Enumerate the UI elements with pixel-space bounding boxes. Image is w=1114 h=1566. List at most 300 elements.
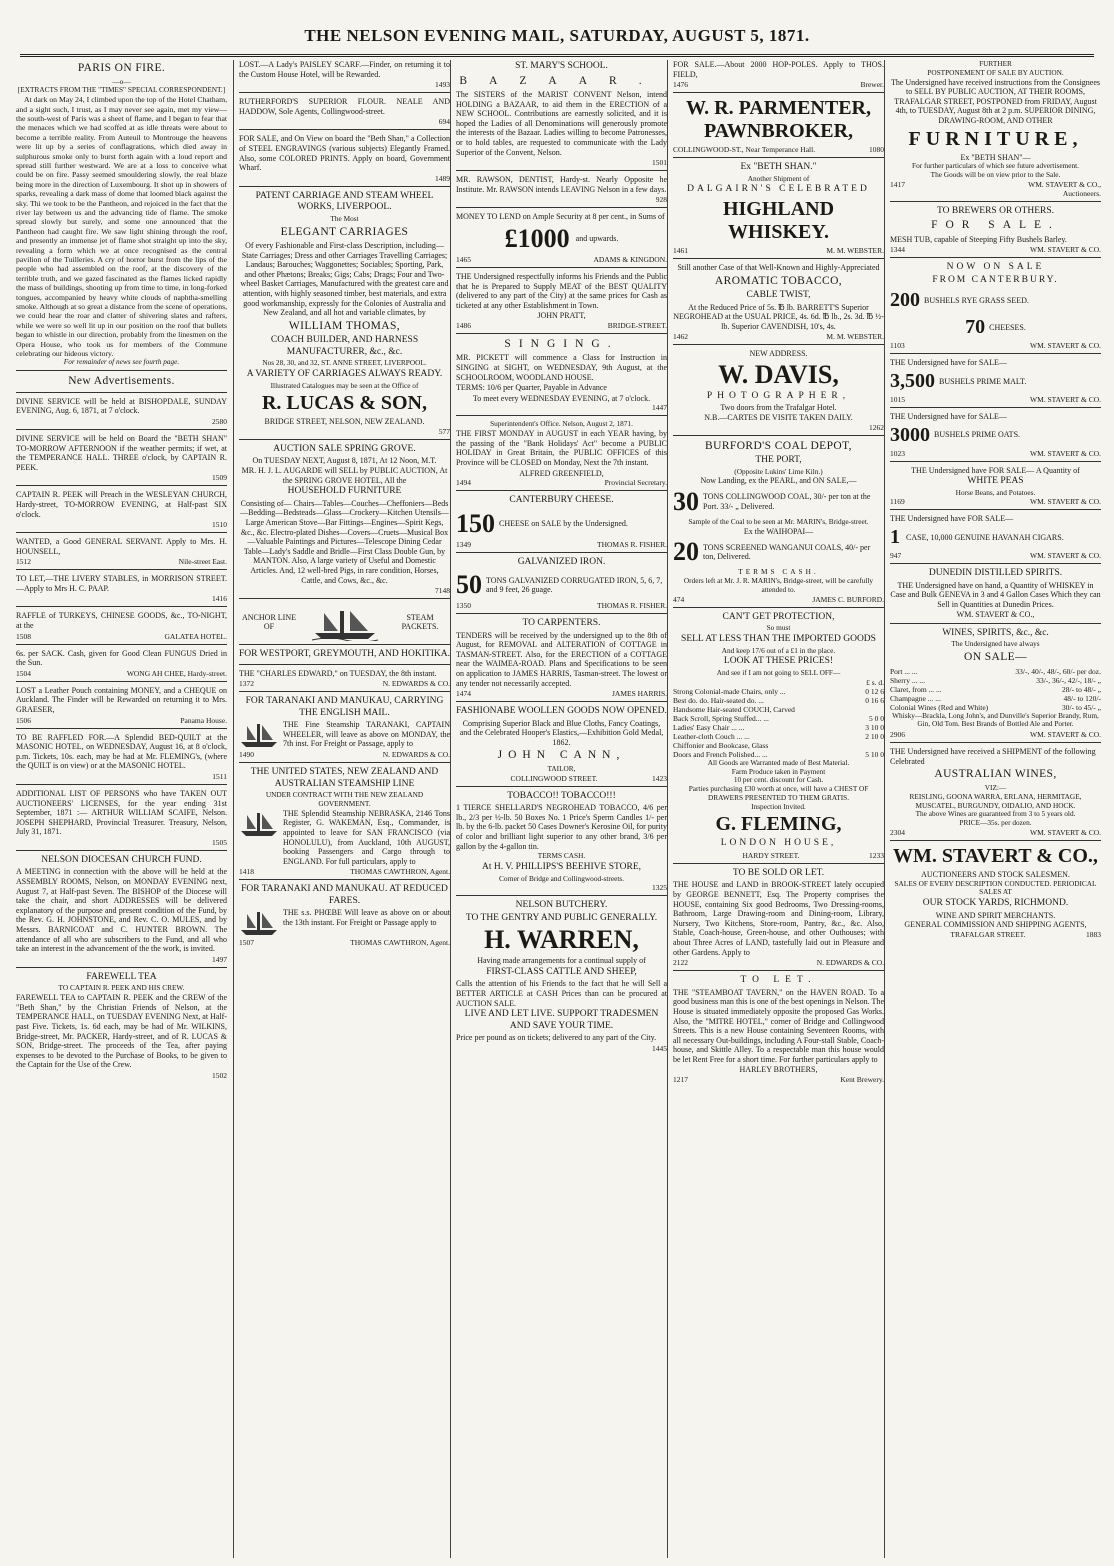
ad-ref [16,632,227,641]
ad-ref-right: 1505 [212,837,227,847]
taranaki-heading: FOR TARANAKI AND MANUKAU, CARRYING THE ENGLISH MAIL. [245,696,444,718]
column-5 [890,60,1101,1558]
divider [16,569,227,570]
manukau-heading: FOR TARANAKI AND MANUKAU. AT REDUCED FARES. [241,884,448,906]
now-on-sale: NOW ON SALE [946,262,1045,273]
column-1 [16,60,227,1558]
flour-text: RUTHERFORD'S SUPERIOR FLOUR. NEALE AND HADDOW, Sole Agents, Collingwood-street. [239,97,450,116]
meat-name: JOHN PRATT, [537,311,586,321]
ad-ref-right: Nile-street East. [178,557,227,567]
price-item: Doors and French Polished... ... [673,749,768,759]
price-row [673,687,884,696]
cable-right: M. M. WEBSTER. [826,332,884,342]
wine-price: 33/-, 40/-, 48/-, 60/- per doz. [1015,666,1101,676]
rye-number: 200 [890,289,920,312]
price-value: 0 16 6 [865,695,884,705]
us-sub: UNDER CONTRACT WITH THE NEW ZEALAND GOVERNMENT. [265,790,424,808]
ad-ref [16,473,227,482]
anne-street: Nos 28, 30, and 32, ST. ANNE STREET, LIVERPOOL. [262,358,427,368]
tobacco-text: 1 TIERCE SHELLARD'S NEGROHEAD TOBACCO, 4/6 per lb., 2/3 per ½-lb. 50 Boxes No. 1 Price's Sperm Candles 1/- per lb. by the 6-lb. packet 50 Cases Downer's Kerosine Oil, for purity of color and brilliant light superior to any other brand, 3/6 per gallon by the 4-gallon tin. [456,803,667,851]
holiday-left: 1494 [456,478,471,488]
church-text: A MEETING in connection with the above will be held at the ASSEMBLY ROOMS, Nelson, on MONDAY EVENING next, August 7, at Half-past Seven. The BISHOP of the Diocese will take the chair, and short ADDRESSES will be delivered explanatory of the purpose and present condition of the Fund, by the Rev. G. H. JOHNSTONE, and Rev. C. O. MULES, and by Messrs. BARNICOAT and C. HUNTER BROWN. The attendance of all who are subscribers to the Fund, and all who take an interest in the advancement of the the work, is invited. [16,867,227,954]
iron-number: 50 [456,570,482,600]
ad-text: 6s. per SACK. Cash, given for Good Clean FUNGUS Dried in the Sun. [16,648,227,668]
gentry: TO THE GENTRY AND PUBLIC GENERALLY. [465,912,658,923]
mesh-left: 1344 [890,245,905,255]
phoebe-left: 1507 [239,938,254,948]
cheese-heading: CANTERBURY CHEESE. [509,495,614,506]
new-address: NEW ADDRESS. [749,349,808,359]
ad-text: DIVINE SERVICE will be held on Board the "BETH SHAN" TO-MORROW AFTERNOON if the weather permits; if wet, at the TEMPERANCE HALL. THREE o'clock, by CAPTAIN R. PEEK. [16,433,227,472]
iron-right: THOMAS R. FISHER. [596,601,667,611]
money-upwards: and upwards. [575,234,619,244]
super-office: Superintendent's Office. Nelson, August 2, 1871. [490,419,633,429]
farewell-ref: 1502 [212,1070,227,1080]
keep-17-6: And keep 17/6 out of a £1 in the place. [721,645,836,655]
dunedin-right: WM. STAVERT & CO., [956,610,1035,620]
hardy-ref: 1233 [869,850,884,860]
white-peas: WHITE PEAS [967,476,1024,487]
peas-text: Horse Beans, and Potatoes. [955,487,1036,497]
peas-right: WM. STAVERT & CO. [1030,497,1101,507]
waihopai: Ex the WAIHOPAI— [743,526,814,536]
charles-edward: THE "CHARLES EDWARD," on TUESDAY, the 8th instant. [239,668,437,678]
dunedin-text: THE Undersigned have on hand, a Quantity of WHISKEY in Case and Bulk GENEVA in 3 and 4 Gallon Cases Which they can Sell in Quantities at Dunedin Prices. [890,580,1101,609]
meat-right: BRIDGE-STREET. [607,320,667,330]
ad-text: LOST a Leather Pouch containing MONEY, and a CHEQUE on Auckland. The Finder will be Rewarded on returning it to Mrs. GRAESER, [16,685,227,715]
cartes: N.B.—CARTES DE VISITE TAKEN DAILY. [704,413,853,423]
price-item: Leather-cloth Couch ... ... [673,731,750,741]
stav1-sub: Auctioneers. [1062,188,1101,198]
carriage-text: Of every Fashionable and First-class Description, including— State Carriages; Dress and other Carriages Travelling Carriages; Landaus; Barouches; Waggonettes; Sociables; Sporting, Park, and other Phætons; Breaks; Gigs; Cabs; Drags; Four and Two-wheel Basket Carriages, Manufactured with the greatest care and attention, with highly seasoned timber, best materials, and extra good workmanship, expressly for the Colonies of Australia and New Zealand, and all hot and variable climates, by [240,241,449,318]
lukins: (Opposite Lukins' Lime Kiln.) [734,466,823,476]
wine-item: Colonial Wines (Red and White) [890,702,989,712]
cable-twist: CABLE TWIST, [746,290,811,301]
taranaki-right: N. EDWARDS & CO. [382,750,450,760]
cigar-text: CASE, 10,000 GENUINE HAVANAH CIGARS. [906,532,1064,542]
ad-ref [16,417,227,426]
carpenters-heading: TO CARPENTERS. [522,618,601,629]
divider [16,644,227,645]
iron-text: TONS GALVANIZED CORRUGATED IRON, 5, 6, 7, and 9 feet, 26 guage. [486,575,663,595]
divider [16,429,227,430]
farm-produce: Farm Produce taken in Payment [731,766,826,776]
divider [16,370,227,371]
farewell-text: FAREWELL TEA to CAPTAIN R. PEEK and the CREW of the "Beth Shan," by the Christian Friends of Nelson, at the TEMPERANCE HALL, on TUESDAY EVENING Next, at Half-past Five. Tickets, 1s. 6d each, may be had of Mr. WILKINS, Bridge-street, Mr. PACKER, Hardy-street, and of R. LUCAS & SON, Bridge-street. The proceeds of the Tea, after paying expenses to be devoted to the Purchase of Books, to be given to the Captain for the Use of the Crew. [16,993,227,1070]
ex-beth-shan: Ex "BETH SHAN"— [960,152,1031,162]
wines-heading: WINES, SPIRITS, &c., &c. [942,627,1049,638]
dunedin-heading: DUNEDIN DISTILLED SPIRITS. [928,568,1063,579]
oats-right: WM. STAVERT & CO. [1030,448,1101,458]
ad-text: CAPTAIN R. PEEK will Preach in the WESLEYAN CHURCH, Hardy-street, TO-MORROW EVENING, at Half-past SIX o'clock. [16,490,227,519]
photographer: PHOTOGRAPHER, [706,390,851,401]
g-fleming: G. FLEMING, [715,813,842,836]
now-landing: Now Landing, ex the PEARL, and ON SALE,— [700,476,857,486]
ex-beth-shan: Ex "BETH SHAN." [740,162,817,173]
ad-ref [16,594,227,603]
harley-left: 1217 [673,1075,688,1085]
high-right: M. M. WEBSTER. [826,245,884,255]
divider [16,485,227,486]
ad-ref-left: 1504 [16,668,31,678]
coal-terms: TERMS CASH. [738,567,819,577]
rye-left: 1103 [890,341,905,351]
oats-intro: THE Undersigned have for SALE— [890,411,1007,421]
price-value: 3 10 0 [865,722,884,732]
holiday-right: Provincial Secretary. [604,478,667,488]
malt-right: WM. STAVERT & CO. [1030,394,1101,404]
ad-ref-right: 1511 [212,772,227,782]
new-ads-heading: New Advertisements. [68,375,175,388]
ad-ref [16,669,227,678]
lucas-address: BRIDGE STREET, NELSON, NEW ZEALAND. [264,417,425,427]
cheese-left: 1349 [456,539,471,549]
divider [16,392,227,393]
singing-text: MR. PICKETT will commence a Class for Instruction in SINGING at SIGHT, on WEDNESDAY, 9th August, at the SCHOOLROOM, WOODLAND HOUSE. [456,353,667,382]
house-right: N. EDWARDS & CO. [816,958,884,968]
ad-ref-right: 1509 [212,473,227,483]
anchor-line: ANCHOR LINE OF [242,612,296,632]
meat-text: THE Undersigned respectfully informs his Friends and the Public that he is Prepared to Supply MEAT of the BEST QUALITY (delivered to any part of the City) at the same prices for Cash as ticketed at any other Establishment in Town. [456,271,667,310]
price-item: Best do. do. Hair-seated do. ... [673,695,764,705]
coal-number: 30 [673,487,699,517]
cann-ref: 1423 [652,773,667,783]
coal-row [673,486,884,518]
st-marys-heading: ST. MARY'S SCHOOL. [515,61,608,71]
price-value: 2 10 0 [865,731,884,741]
cheese-row [456,508,667,540]
hardy-street: HARDY STREET. [742,850,800,860]
cable-text: At the Reduced Price of 5s. ℔ lb. BARRETT'S Superior NEGROHEAD at the USUAL PRICE, 4s. 6d. ℔ lb., 2s. 3d. ℔ ½-lb. Superior CAVENDISH, 10's, 4s. [673,302,884,331]
see-sell-off: And see if I am not going to SELL OFF— [716,667,841,677]
london-house: LONDON HOUSE, [720,838,837,849]
phillips-ref: 1325 [652,883,667,893]
aus-left: 2304 [890,827,905,837]
ad-ref [16,557,227,566]
mesh-tub: MESH TUB, capable of Steeping Fifty Bushels Barley. [890,234,1067,244]
cheese-right: THOMAS R. FISHER. [596,539,667,549]
wine-row [890,676,1101,685]
aus-intro: THE Undersigned have received a SHIPMENT of the following Celebrated [890,747,1096,766]
rye-text: BUSHELS RYE GRASS SEED. [924,296,1029,306]
phoebe-right: THOMAS CAWTHRON, Agent. [350,938,450,948]
coal2-number: 20 [673,537,699,567]
butchery-heading: NELSON BUTCHERY. [515,900,608,911]
price-value: 5 10 0 [865,749,884,759]
hop-left: 1476 [673,80,688,90]
elegant-carriages: ELEGANT CARRIAGES [280,225,409,238]
ad-ref [16,520,227,529]
price-dozen: PRICE—35s. per dozen. [959,818,1032,828]
wr-address: COLLINGWOOD-ST., Near Temperance Hall. [673,145,816,155]
protection-heading: CAN'T GET PROTECTION, [722,611,835,622]
be-sold-heading: TO BE SOLD OR LET. [732,867,825,878]
malt-intro: THE Undersigned have for SALE— [890,358,1007,368]
still-another: Still another Case of that Well-Known and Highly-Appreciated [677,262,880,272]
paris-article: At dark on May 24, I climbed upon the top of the Hotel Chatham, and a sight such, I trust, as I may never see again, met my view—the south-west of Paris was a sheet of flame, and I began to fear that the menaces which we had scoffed at as idle threats were about to become a terrible reality. From Auteuil to Montrouge the heavens were lit up by a series of conflagrations, which died away in sulphurous smoke only to burst forth again with a loud report and spread still further westward. We are at a loss to conceive what could be on fire. Passy seemed smouldering slowly, the real blaze being more in the direction of Luxembourg. It shot up in showers of sparks, revealing a dark mass of dome that loomed black against the sky. Thi we took to be the Pantheon, and rejoiced in the fact that the river lay between us and the advancing tide of flame. The smoke spread slowly but surely, and some one announced that the Pantheon had caught fire. We saw light shining through the roof, and presently an immense jet of flame shot straight up into the sky, revealing a form which we at once recognised as the central pavilion of the Tuilleries. A cry of horror burst from the lips of the people who had assembled on the roof, at the discovery of the terrible truth, and we gazed fascinated as the flames licked rapidly the mass of buildings, shooting up from time to time, in long-forked tongues, accompanied by heavy white clouds of naphtha-smelling smoke. Although at so great a distance from the scene of operations, we could hear the roar and clatter of shivering slates and rafters, while we were so well lit up in our position on the roof that bullets began to whistle in our direction, probably from the linesmen on the Opera House, who took us for members of the Commune celebrating our hideous victory. [16,95,227,359]
steamship-icon [239,720,279,750]
paris-heading: PARIS ON FIRE. [77,62,166,74]
cigar-number: 1 [890,526,900,549]
parties: Parties purchasing £30 worth at once, will have a CHEST OF DRAWERS PRESENTED TO THEM GRATIS. [688,784,869,802]
whisky-text: Whisky—Brackla, Long John's, and Dunville's Superior Brandy, Rum, Gin, Old Tom. Best Brands of Bottled Ale and Porter. [892,710,1099,729]
ad-ref-right: GALATEA HOTEL. [164,631,227,641]
taranaki-block [239,720,450,750]
rye-right: WM. STAVERT & CO. [1030,341,1101,351]
price-row [673,741,884,750]
ad-text: RAFFLE of TURKEYS, CHINESE GOODS, &c., TO-NIGHT, at the [16,611,227,631]
goods-view: The Goods will be on view prior to the Sale. [930,169,1061,179]
from-canterbury: FROM CANTERBURY. [932,274,1059,285]
ad-ref-right: 1416 [212,594,227,604]
divider [16,728,227,729]
price-value: 5 0 0 [869,713,884,723]
wine-price: 48/- to 120/- [1063,693,1101,703]
w-davis: W. DAVIS, [718,359,839,389]
ad-text: TO BE RAFFLED FOR.—A Splendid BED-QUILT at the MASONIC HOTEL, on WEDNESDAY, August 16, at 8 o'clock, p.m. Tickets, 10s. each, may be had at Mr. FLEMING's, (where the QUILT is on view) or at the MASONIC HOTEL. [16,732,227,771]
lucas-ref: 577 [438,426,450,436]
trafalgar-ref: 1883 [1085,929,1101,939]
coal-text: TONS COLLINGWOOD COAL, 30/- per ton at the Port. 33/- „ Delivered. [703,492,871,512]
cheeses-text: CHEESES. [989,323,1026,333]
price-item: Chiffonier and Bookcase, Glass [673,740,769,750]
lost-scarf-text: LOST.—A Lady's PAISLEY SCARF.—Finder, on returning it to the Custom House Hotel, will be Rewarded. [239,60,450,79]
ad-ref-left: 1506 [16,715,31,725]
australian-wines: AUSTRALIAN WINES, [934,768,1057,781]
us-heading: THE UNITED STATES, NEW ZEALAND AND AUSTRALIAN STEAMSHIP LINE [250,767,439,789]
ad-ref-right: 1510 [212,520,227,530]
auction-date: On TUESDAY NEXT, August 8, 1871, At 12 Noon, M.T. [252,456,437,466]
postponement: POSTPONEMENT OF SALE BY AUCTION. [927,67,1064,77]
wr-parmenter: W. R. PARMENTER, PAWNBROKER, [685,97,871,143]
wine-row [890,694,1101,703]
ad-ref-left: 1512 [16,557,31,567]
wine-row [890,685,1101,694]
cann-right: COLLINGWOOD STREET. [510,773,598,783]
flour-ref: 694 [438,117,450,127]
woollen-heading: FASHIONABE WOOLLEN GOODS NOW OPENED. [456,706,667,717]
money-left: 1465 [456,254,471,264]
cigar-left: 947 [890,551,902,561]
divider [16,850,227,851]
malt-row [890,368,1101,395]
money-amount-row [456,223,667,255]
furniture: FURNITURE, [908,127,1083,150]
singing-heading: SINGING. [504,337,619,350]
highland-whiskey: HIGHLAND WHISKEY. [722,197,835,243]
price-row [673,732,884,741]
auction-text: MR. H. J. L. AUGARDE will SELL by PUBLIC AUCTION, At the SPRING GROVE HOTEL, All the [241,466,448,485]
wine-item: Port ... ... [890,666,918,676]
westport-heading: FOR WESTPORT, GREYMOUTH, AND HOKITIKA. [239,649,450,660]
patent-heading: PATENT CARRIAGE AND STEAM WHEEL WORKS, LIVERPOOL. [255,190,434,213]
aus-right: WM. STAVERT & CO. [1030,827,1101,837]
oats-text: BUSHELS PRIME OATS. [934,430,1021,440]
peas-left: 1169 [890,497,905,507]
wine-item: Sherry ... ... [890,675,925,685]
tavern-text: THE "STEAMBOAT TAVERN," on the HAVEN ROAD. To a good business man this is one of the best openings in Nelson. The House is situated immediately opposite the proposed Gas Works. Also, the "MITRE HOTEL," corner of Bridge and Collingwood Streets. This is a new House containing Seventeen Rooms, with all necessary Out-buildings, including A Four-stall Stable, Coach-house, and Skittle Alley. To a respectable man this house would be let Rent Free for a short time. For further particulars apply to [673,987,884,1064]
ad-text: ADDITIONAL LIST OF PERSONS who have TAKEN OUT AUCTIONEERS' LICENSES, for the year ending 31st September, 1871 :— ARTHUR WILLIAM SCAIFE, Nelson. JOSEPH SHEPHARD, Provincial Treasurer. Treasury, Nelson, July 31, 1871. [16,789,227,837]
ad-ref [16,772,227,781]
divider [16,784,227,785]
wine-item: Champagne ... ... [890,693,941,703]
price-value: 0 12 6 [865,686,884,696]
auctioneers: AUCTIONEERS AND STOCK SALESMEN. [921,869,1070,879]
iron-row [456,569,667,601]
farewell-sub: TO CAPTAIN R. PEEK AND HIS CREW. [58,983,185,993]
warren-text: Having made arrangements for a continual supply of [477,956,646,966]
malt-left: 1015 [890,394,905,404]
carp-right: JAMES HARRIS. [611,689,667,699]
ad-text: TO LET,—THE LIVERY STABLES, in MORRISON STREET.—Apply to Mrs H. C. PAAP. [16,574,227,593]
price-item: Back Scroll, Spring Stuffed... ... [673,713,769,723]
engravings-text: FOR SALE, and On View on board the "Beth Shan," a Collection of STEEL ENGRAVINGS (various subjects) Elegantly Framed. Also, some COLORED PRINTS. Apply on board, Government Wharf. [239,134,450,173]
oats-number: 3000 [890,423,930,446]
coal-sample: Sample of the Coal to be seen at Mr. MARIN's, Bridge-street. [688,517,869,527]
bazaar: BAZAAR. [459,74,664,87]
divider [16,681,227,682]
church-heading: NELSON DIOCESAN CHURCH FUND. [41,854,202,865]
price-head: £ s. d. [866,677,884,687]
furniture-ref: 7148 [435,586,450,596]
money-amount: £1000 [504,223,570,253]
always: The Undersigned have always [951,639,1040,649]
sales-every: SALES OF EVERY DESCRIPTION CONDUCTED. PERIODICAL SALES AT [894,878,1097,897]
church-ref: 1497 [212,954,227,964]
rye-row [890,287,1101,314]
ad-ref-right: Panama House. [180,715,227,725]
divider [16,606,227,607]
trafalgar-street: TRAFALGAR STREET. [950,929,1026,939]
column-4 [673,60,884,1558]
price-item: Handsome Hair-seated COUCH, Carved [673,704,795,714]
general-commission: GENERAL COMMISSION AND SHIPPING AGENTS, [904,920,1087,930]
stock-yards: OUR STOCK YARDS, RICHMOND. [922,898,1069,909]
dalgairn: DALGAIRN'S CELEBRATED [687,184,870,195]
house-text: THE HOUSE and LAND in BROOK-STREET lately occupied by GEORGE BENNETT, Esq. The Property comprises the HOUSE, containing Six good Bedrooms, Two Dressing-rooms, Bathroom, Large Drawing-room and Dining-room, Library, Nursery, Two Kitchens, Store-room, Pantry, &c., &c. Also, Stable, Coach-house, Green-house, and other Outhouses; with about Three Acres of LAND, tastefully laid out in Pleasure and other Gardens. Apply to [673,880,884,957]
inspection: Inspection Invited. [751,801,806,811]
singing-meet: To meet every WEDNESDAY EVENING, at 7 o'clock. [472,393,651,403]
cigar-right: WM. STAVERT & CO. [1030,551,1101,561]
on-sale: ON SALE— [964,651,1027,664]
malt-text: BUSHELS PRIME MALT. [939,376,1027,386]
cigar-intro: THE Undersigned have FOR SALE— [890,514,1014,524]
taranaki-left: 1490 [239,750,254,760]
stav1-left: 1417 [890,179,905,189]
charles-right: N. EDWARDS & CO. [382,679,450,689]
warren-cattle: FIRST-CLASS CATTLE AND SHEEP, [486,966,637,977]
ad-ref [16,716,227,725]
wine-spirit: WINE AND SPIRIT MERCHANTS. [935,910,1056,920]
paris-sub: [EXTRACTS FROM THE "TIMES" SPECIAL CORRESPONDENT.] [17,85,226,95]
singing-ref: 1447 [652,403,667,413]
so-must: So must [766,623,791,633]
rawson-ref: 928 [655,195,667,205]
harley-brothers: HARLEY BROTHERS, [739,1065,818,1075]
viz: VIZ:— [984,782,1007,792]
price-row [673,696,884,705]
peas-intro: THE Undersigned have FOR SALE— A Quantity of [911,465,1080,475]
ad-text: DIVINE SERVICE will be held at BISHOPDALE, SUNDAY EVENING, Aug. 6, 1871, at 7 o'clock. [16,396,227,416]
household-furniture: HOUSEHOLD FURNITURE [287,486,402,497]
coach-builder: COACH BUILDER, AND HARNESS MANUFACTURER, &c., &c. [270,335,419,357]
cheese-text: CHEESE on SALE by the Undersigned. [499,518,628,528]
holiday-text: THE FIRST MONDAY in AUGUST in each YEAR having, by the passing of the "Bank Holidays' Act" become a PUBLIC HOLIDAY in Great Britain, the PUBLIC OFFICES of this Province will be CLOSED on Monday, Next the 7th instant. [456,429,667,467]
column-rule [667,60,668,1558]
the-most: The Most [330,213,359,223]
postpone-text: The Undersigned have received instructions from the Consignees to SELL BY PUBLIC AUCTION, AT THEIR ROOMS, TRAFALGAR STREET, POSTPONED from FRIDAY, August 4th, to TUESDAY, August 8th at 2 p.m. SUPERIOR DINING, DRAWING-ROOM, AND OTHER [890,77,1101,125]
wine-price: 30/- to 45/- „ [1062,702,1101,712]
phillips-address: Corner of Bridge and Collingwood-streets. [498,873,625,883]
paris-dash: —o— [112,76,131,86]
nebraska-text: THE Splendid Steamship NEBRASKA, 2146 Tons Register, G. WAKEMAN, Esq., Commander, is appointed to leave for SAN FRANCISCO (via HONOLULU), from Auckland, 10th AUGUST, booking Passengers and Cargo through to ENGLAND. For full particulars, apply to [283,808,450,866]
furniture-text: Consisting of— Chairs—Tables—Couches—Cheffoniers—Beds—Bedding—Bedsteads—Glass—Crockery—Kitchen Utensils—Large American Stove—Bar Fittings—Engines—Spirit Kegs, &c., &c. Electro-plated Dishes—Covers—Cruets—Musical Box—Valuable Paintings and Pictures—Telescope Dining Cedar Table—Lady's Saddle and Bridle—First Class Double Gun, by MANTON. Also, A large variety of Useful and Domestic Articles. And, 12 well-bred Pigs, in rare condition, Horses, Cattle, and Cows, &c., &c. [240,498,449,585]
ad-text: WANTED, a Good GENERAL SERVANT. Apply to Mrs. H. HOUNSELL, [16,537,227,556]
columns [16,60,1100,1560]
paris-more: For remainder of news see fourth page. [63,357,180,367]
catalogues: Illustrated Catalogues may be seen at the Office of [270,380,419,390]
mesh-right: WM. STAVERT & CO. [1030,245,1101,255]
hop-poles-text: FOR SALE.—About 2000 HOP-POLES. Apply to THOS. FIELD, [673,60,884,79]
wine-price: 28/- to 48/- „ [1062,684,1101,694]
ad-ref-right: 2580 [212,416,227,426]
meat-left: 1486 [456,320,471,330]
money-right: ADAMS & KINGDON. [593,254,667,264]
wine-price: 33/-, 36/-, 42/-, 18/- „ [1036,675,1101,685]
whisky-right: WM. STAVERT & CO. [1030,730,1101,740]
masthead-title: THE NELSON EVENING MAIL, SATURDAY, AUGUST 5, 1871. [304,26,810,45]
carp-left: 1474 [456,689,471,699]
discount: 10 per cent. discount for Cash. [733,775,824,785]
cheeses-row [890,314,1101,341]
nebraska-left: 1418 [239,867,254,877]
photo-text: Two doors from the Trafalgar Hotel. [720,403,837,413]
whisky-left: 2906 [890,730,905,740]
stavert-big: WM. STAVERT & CO., [893,844,1098,867]
ad-ref [16,838,227,847]
another-shipment: Another Shipment of [747,173,810,183]
charles-left: 1372 [239,679,254,689]
live-text: Price per pound as on tickets; delivered to any part of the City. [456,1033,657,1043]
anchor-line-block [239,603,450,641]
lucas-son: R. LUCAS & SON, [261,392,428,415]
variety-carriages: A VARIETY OF CARRIAGES ALWAYS READY. [246,369,443,380]
steamship-icon [239,809,279,839]
orders-left: 474 [673,594,685,604]
guaranteed: The above Wines are guaranteed from 3 to 5 years old. [915,809,1076,819]
tobacco-heading: TOBACCO!! TOBACCO!!! [507,790,616,801]
sell-less: SELL AT LESS THAN THE IMPORTED GOODS [681,634,876,645]
tobacco-terms: TERMS CASH. [537,851,586,861]
live-and-let-live: LIVE AND LET LIVE. SUPPORT TRADESMEN AND SAVE YOUR TIME. [464,1009,659,1031]
cable-left: 1462 [673,332,688,342]
masthead-rule [20,54,1094,57]
malt-number: 3,500 [890,369,935,392]
phoebe-block [239,908,450,938]
taranaki-text: THE Fine Steamship TARANAKI, CAPTAIN WHEELER, will leave as above on MONDAY, the 7th inst. For Freight or Passage, apply to [283,720,450,749]
wr-ref: 1080 [869,145,884,155]
warranted: All Goods are Warranted made of Best Material. [707,757,850,767]
auction-heading: AUCTION SALE SPRING GROVE. [273,443,416,454]
bazaar-text: The SISTERS of the MARIST CONVENT Nelson, intend HOLDING a BAZAAR, to aid them in the ERECTION of a NEW SCHOOL. Contributions are earnestly solicited, and it is hoped the Ladies of all Denominations will generously promote the interests of the Bazaar. Ladies willing to become Patronesses, or to hold tables, are requested to communicate with the Lady Superior of the Convent, Nelson. [456,90,667,157]
brewers-heading: TO BREWERS OR OTHERS. [936,205,1054,216]
nebraska-right: THOMAS CAWTHRON, Agent. [350,867,450,877]
price-row [673,714,884,723]
holiday-name: ALFRED GREENFIELD, [519,468,604,478]
the-port: THE PORT, [755,455,802,466]
warren-text2: Calls the attention of his Friends to the fact that he will Sell a BETTER ARTICLE at CASH Prices than can be procured at AUCTION SALE. [456,979,667,1008]
price-row [673,723,884,732]
